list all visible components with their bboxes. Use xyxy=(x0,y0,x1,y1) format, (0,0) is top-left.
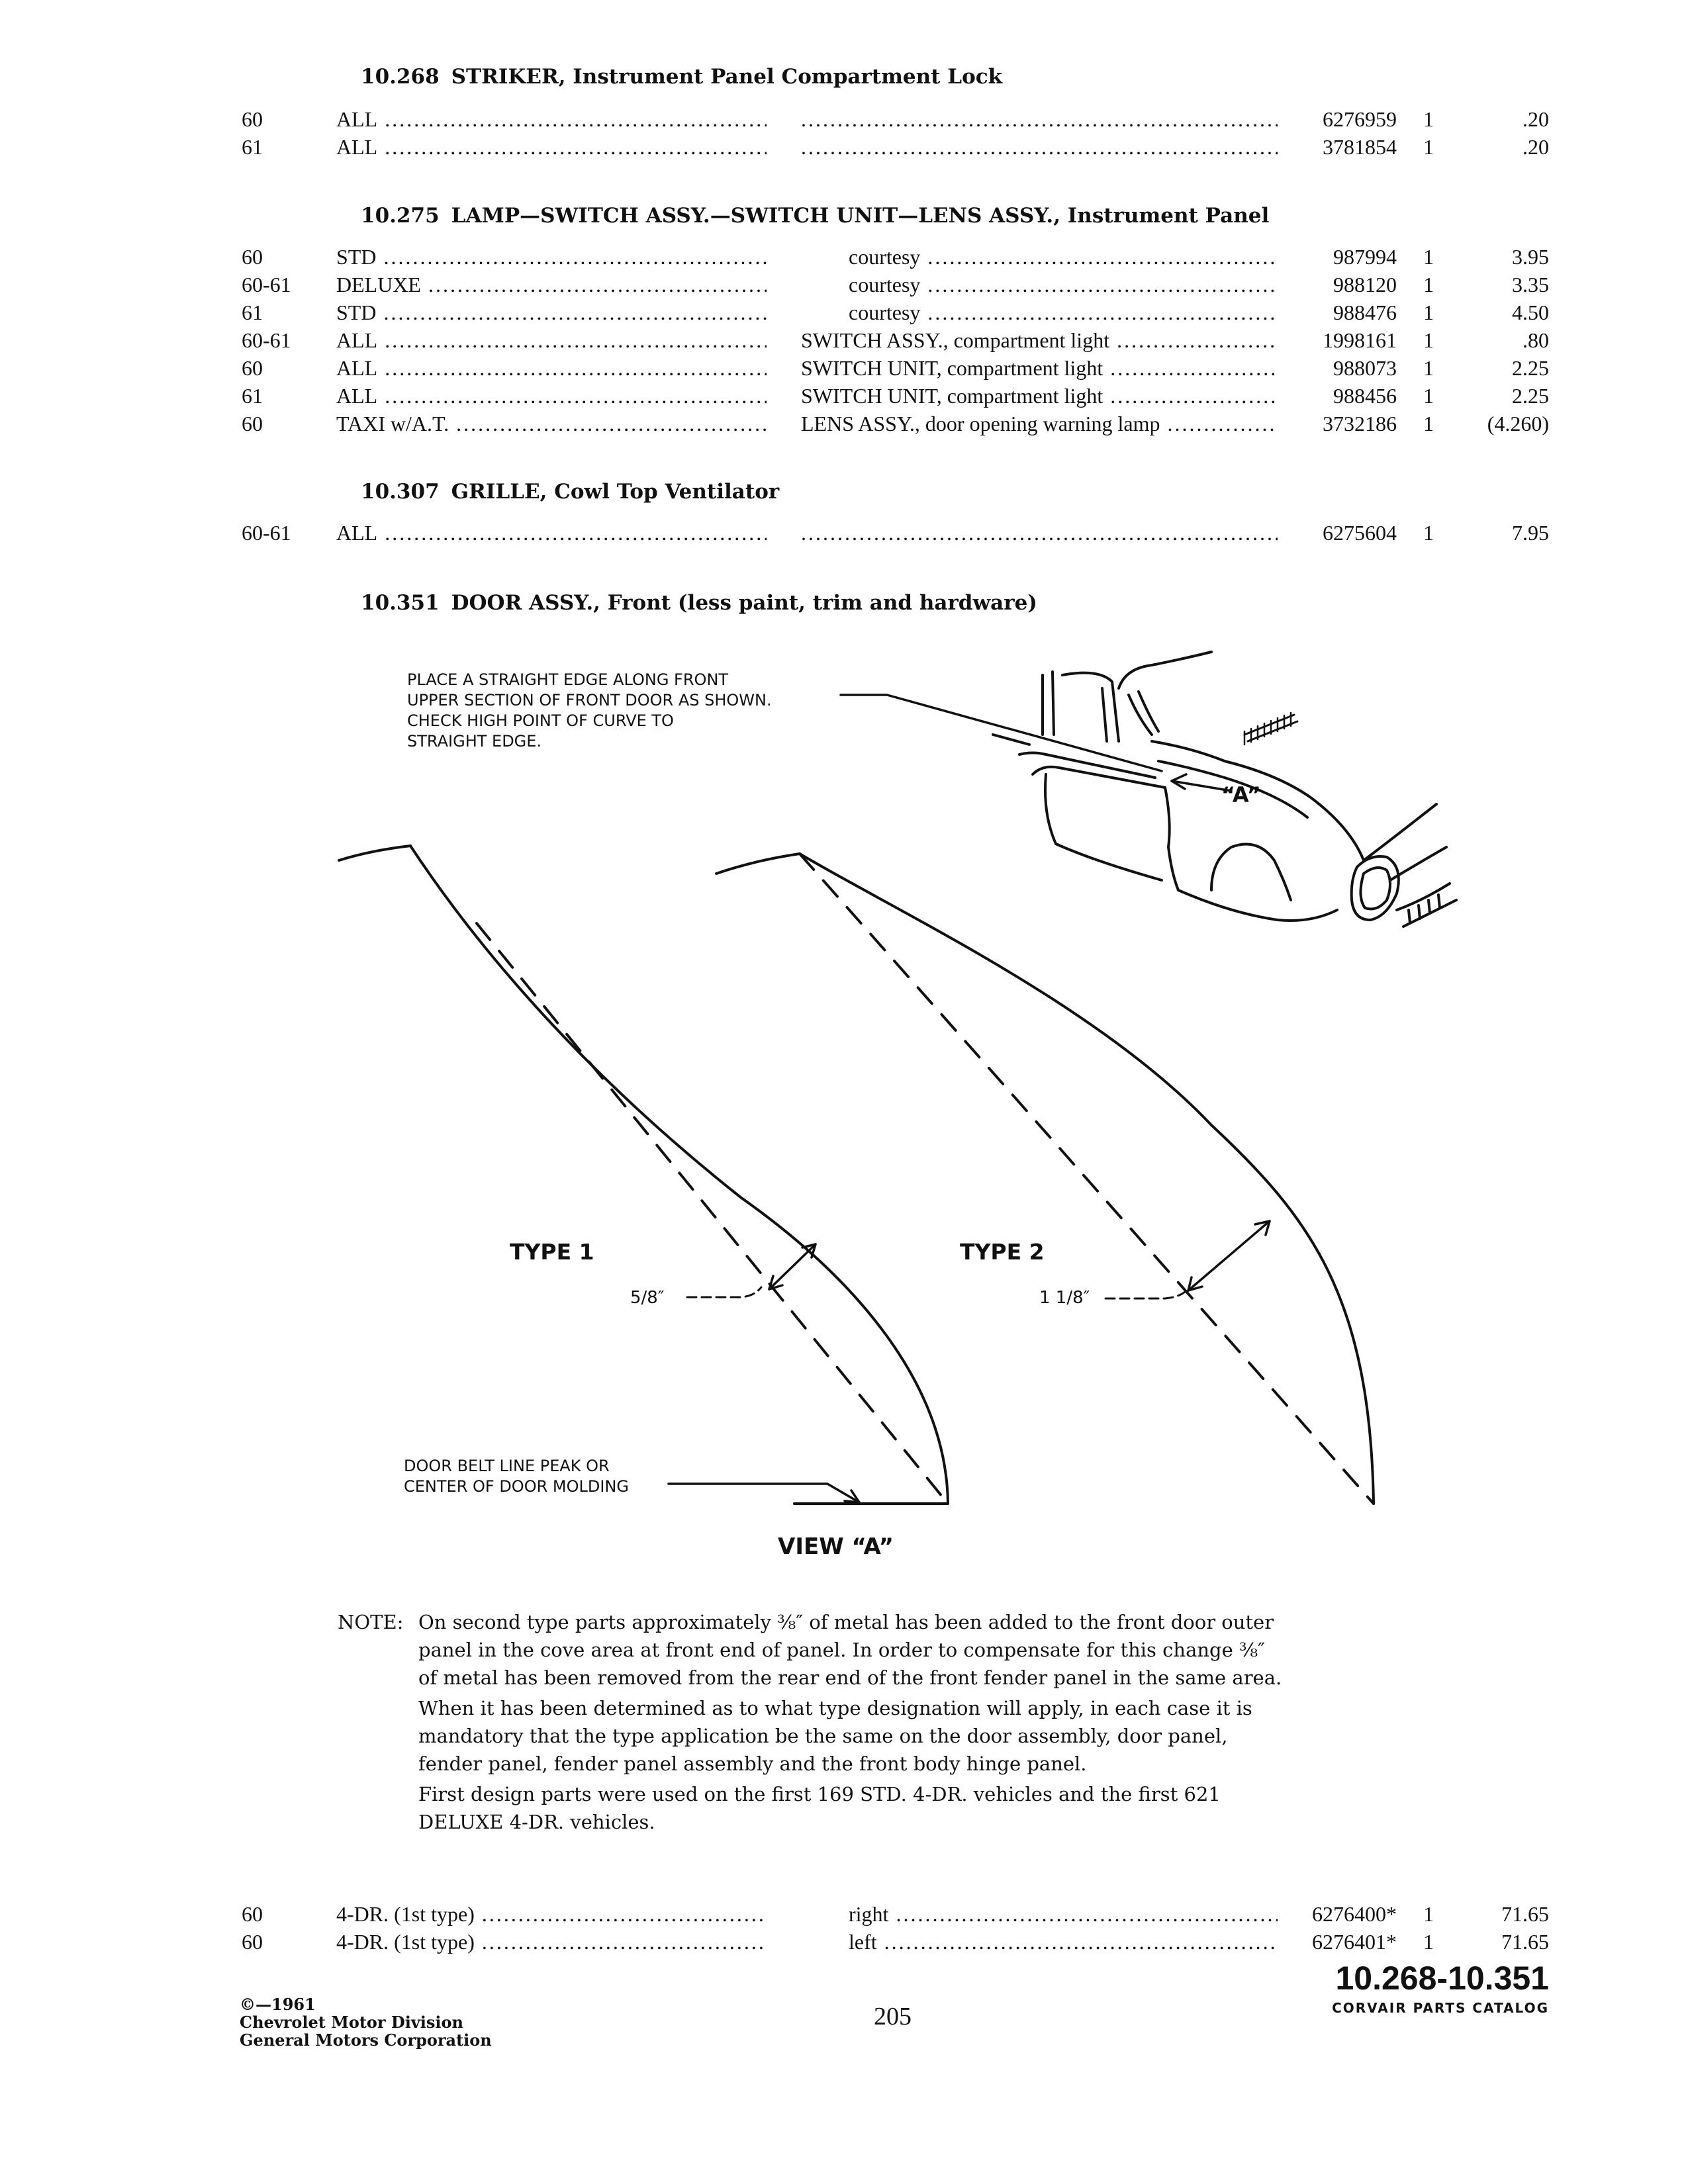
note-paragraph: When it has been determined as to what type designation will apply, in each case it is mandatory that the type application be the same on the door assembly, door panel, fender panel, fender panel assembly and the front body hinge panel. xyxy=(418,1697,1252,1775)
price-cell: 2.25 xyxy=(1512,356,1549,380)
price-cell: 71.65 xyxy=(1501,1930,1549,1954)
qty-cell: 1 xyxy=(1423,273,1434,296)
qty-cell: 1 xyxy=(1423,300,1434,324)
price-cell: (4.260) xyxy=(1487,412,1549,435)
part-number-cell: 988073 xyxy=(1333,356,1397,380)
model-cell: STD ..... xyxy=(336,298,767,327)
part-number-cell: 6276400* xyxy=(1312,1902,1397,1926)
model-cell: ALL ..... xyxy=(336,326,767,355)
year-cell: 61 xyxy=(242,135,263,159)
price-cell: 3.35 xyxy=(1512,273,1549,296)
callout-line: CHECK HIGH POINT OF CURVE TO xyxy=(407,711,674,730)
callout-line: CENTER OF DOOR MOLDING xyxy=(404,1477,629,1496)
year-cell: 60 xyxy=(242,356,263,380)
desc-cell: SWITCH ASSY., compartment light ..... xyxy=(801,326,1278,355)
model-cell: DELUXE ..... xyxy=(336,270,767,299)
section-number: 10.307 xyxy=(361,480,440,504)
price-cell: 71.65 xyxy=(1501,1902,1549,1926)
view-a-label: VIEW “A” xyxy=(778,1533,894,1560)
callout-line: STRAIGHT EDGE. xyxy=(407,732,542,751)
note-block xyxy=(338,1608,1284,1836)
qty-cell: 1 xyxy=(1423,521,1434,545)
type-2-profile xyxy=(716,854,1374,1504)
part-number-cell: 3781854 xyxy=(1323,135,1397,159)
view-a-marker: “A” xyxy=(1221,782,1261,807)
price-cell: 4.50 xyxy=(1512,300,1549,324)
desc-cell: courtesy ..... xyxy=(849,298,1278,327)
section-number: 10.268 xyxy=(361,65,440,89)
qty-cell: 1 xyxy=(1423,356,1434,380)
model-cell: ALL ..... xyxy=(336,132,767,161)
model-cell: STD ..... xyxy=(336,242,767,271)
part-number-cell: 3732186 xyxy=(1323,412,1397,435)
section-heading: LAMP—SWITCH ASSY.—SWITCH UNIT—LENS ASSY., Instrument Panel xyxy=(451,204,1270,228)
note-paragraph: First design parts were used on the first 169 STD. 4-DR. vehicles and the first 621 DELUXE 4-DR. vehicles. xyxy=(418,1783,1221,1833)
copyright-line: General Motors Corporation xyxy=(240,2030,492,2050)
year-cell: 60-61 xyxy=(242,521,291,545)
part-number-cell: 987994 xyxy=(1333,245,1397,269)
desc-cell: left ..... xyxy=(849,1927,1278,1956)
year-cell: 60 xyxy=(242,412,263,435)
price-cell: .80 xyxy=(1523,328,1549,352)
qty-cell: 1 xyxy=(1423,1930,1434,1954)
part-number-cell: 988120 xyxy=(1333,273,1397,296)
year-cell: 60-61 xyxy=(242,273,291,296)
section-heading: DOOR ASSY., Front (less paint, trim and hardware) xyxy=(451,591,1037,615)
desc-cell: LENS ASSY., door opening warning lamp ..... xyxy=(801,409,1278,438)
page-number: 205 xyxy=(874,2003,912,2030)
qty-cell: 1 xyxy=(1423,1902,1434,1926)
model-cell: 4-DR. (1st type) ..... xyxy=(336,1927,767,1956)
callout-line: PLACE A STRAIGHT EDGE ALONG FRONT xyxy=(407,670,729,689)
price-cell: 2.25 xyxy=(1512,384,1549,408)
note-tag: NOTE: xyxy=(338,1611,404,1633)
section-heading: GRILLE, Cowl Top Ventilator xyxy=(451,480,780,504)
model-cell: ALL ..... xyxy=(336,353,767,383)
note-paragraph: On second type parts approximately ⅜″ of metal has been added to the front door outer panel in the cove area at front end of panel. In order to compensate for this change ⅜″ of metal has been removed from the rear end of the front fender panel in the same area. xyxy=(418,1611,1282,1689)
model-cell: ALL ..... xyxy=(336,105,767,134)
dimension-type-1: 5/8″ xyxy=(630,1288,665,1308)
qty-cell: 1 xyxy=(1423,245,1434,269)
qty-cell: 1 xyxy=(1423,328,1434,352)
qty-cell: 1 xyxy=(1423,412,1434,435)
price-cell: 7.95 xyxy=(1512,521,1549,545)
type-1-profile xyxy=(339,846,948,1504)
qty-cell: 1 xyxy=(1423,107,1434,131)
qty-cell: 1 xyxy=(1423,135,1434,159)
callout-line: UPPER SECTION OF FRONT DOOR AS SHOWN. xyxy=(407,691,772,709)
desc-cell: SWITCH UNIT, compartment light ..... xyxy=(801,381,1278,410)
copyright-block xyxy=(240,1995,492,2049)
year-cell: 61 xyxy=(242,384,263,408)
section-range: 10.268-10.351 xyxy=(1335,1960,1549,1997)
desc-cell: right ..... xyxy=(849,1899,1278,1929)
type-2-label: TYPE 2 xyxy=(960,1239,1045,1265)
type-1-label: TYPE 1 xyxy=(510,1239,594,1265)
desc-cell: SWITCH UNIT, compartment light ..... xyxy=(801,353,1278,383)
dimension-type-2: 1 1/8″ xyxy=(1039,1288,1090,1308)
callout-leader-bottom xyxy=(669,1484,859,1502)
section-number: 10.275 xyxy=(361,204,440,228)
callout-top xyxy=(407,670,772,752)
year-cell: 60 xyxy=(242,107,263,131)
model-cell: 4-DR. (1st type) ..... xyxy=(336,1899,767,1929)
table-row xyxy=(0,1927,1688,1956)
model-cell: ALL ..... xyxy=(336,518,767,547)
copyright-line: Chevrolet Motor Division xyxy=(240,2013,463,2032)
year-cell: 60-61 xyxy=(242,328,291,352)
part-number-cell: 6275604 xyxy=(1323,521,1397,545)
desc-cell: courtesy ..... xyxy=(849,270,1278,299)
part-number-cell: 988476 xyxy=(1333,300,1397,324)
price-cell: .20 xyxy=(1523,135,1549,159)
part-number-cell: 1998161 xyxy=(1323,328,1397,352)
part-number-cell: 6276401* xyxy=(1312,1930,1397,1954)
model-cell: TAXI w/A.T. ..... xyxy=(336,409,767,438)
footer-right xyxy=(1332,1959,1549,2016)
desc-cell: courtesy ..... xyxy=(849,242,1278,271)
copyright-line: ©—1961 xyxy=(240,1995,316,2014)
callout-line: DOOR BELT LINE PEAK OR xyxy=(404,1457,610,1475)
part-number-cell: 6276959 xyxy=(1323,107,1397,131)
part-number-cell: 988456 xyxy=(1333,384,1397,408)
price-cell: 3.95 xyxy=(1512,245,1549,269)
catalog-name: CORVAIR PARTS CATALOG xyxy=(1332,2000,1549,2016)
callout-bottom xyxy=(404,1456,629,1497)
model-cell: ALL ..... xyxy=(336,381,767,410)
section-number: 10.351 xyxy=(361,591,440,615)
qty-cell: 1 xyxy=(1423,384,1434,408)
price-cell: .20 xyxy=(1523,107,1549,131)
year-cell: 61 xyxy=(242,300,263,324)
section-heading: STRIKER, Instrument Panel Compartment Lock xyxy=(451,65,1003,89)
year-cell: 60 xyxy=(242,1902,263,1926)
year-cell: 60 xyxy=(242,245,263,269)
year-cell: 60 xyxy=(242,1930,263,1954)
table-row xyxy=(0,1899,1688,1929)
